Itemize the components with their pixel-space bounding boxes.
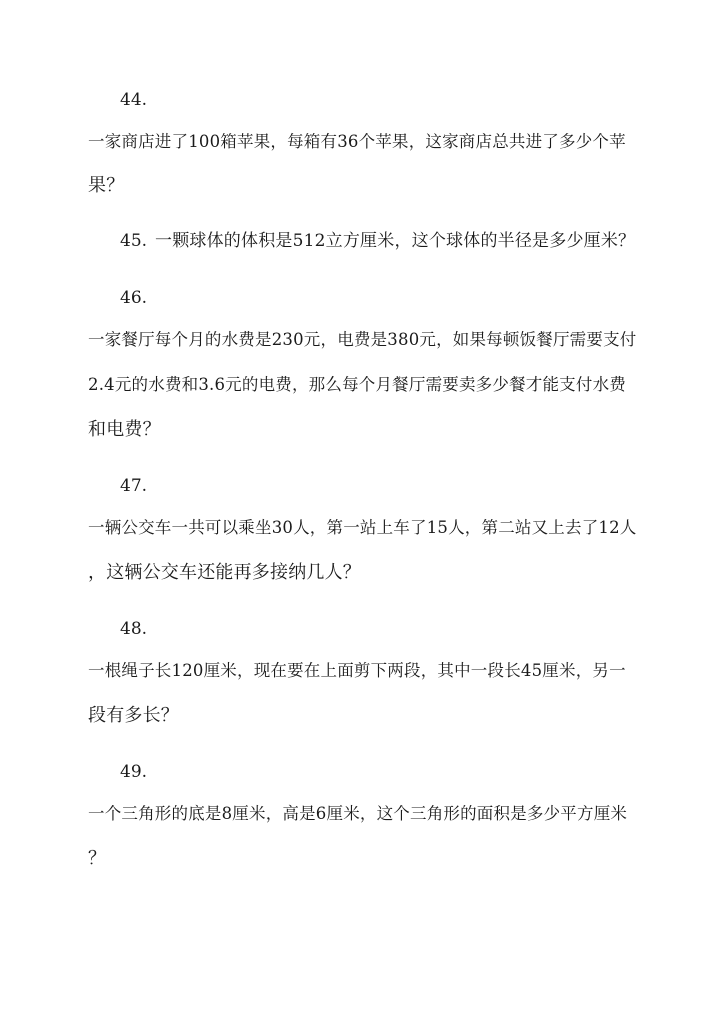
question-49-text-line-1: 一个三角形的底是8厘米，高是6厘米，这个三角形的面积是多少平方厘米 [88,804,628,823]
question-number-44: 44. [120,90,148,110]
question-number-46: 46. [120,288,148,308]
question-number-45: 45. [120,231,148,251]
question-44-text-line-1: 一家商店进了100箱苹果，每箱有36个苹果，这家商店总共进了多少个苹 [88,132,626,151]
question-49-text-line-2: ？ [88,848,107,869]
question-48-text-line-1: 一根绳子长120厘米，现在要在上面剪下两段，其中一段长45厘米，另一 [88,661,626,680]
question-47-text-line-2: ，这辆公交车还能再多接纳几人？ [88,562,361,583]
question-47-text-line-1: 一辆公交车一共可以乘坐30人，第一站上车了15人，第二站又上去了12人 [88,518,637,537]
question-44-text-line-2: 果？ [88,175,125,196]
question-number-47: 47. [120,476,148,496]
question-45-text: 一颗球体的体积是512立方厘米，这个球体的半径是多少厘米？ [155,231,636,251]
question-number-48: 48. [120,619,148,639]
question-48-text-line-2: 段有多长？ [88,705,179,726]
question-46-text-line-3: 和电费？ [88,419,161,440]
question-46-text-line-1: 一家餐厅每个月的水费是230元，电费是380元，如果每顿饭餐厅需要支付 [88,330,637,349]
question-number-49: 49. [120,762,148,782]
question-46-text-line-2: 2.4元的水费和3.6元的电费，那么每个月餐厅需要卖多少餐才能支付水费 [88,375,626,394]
